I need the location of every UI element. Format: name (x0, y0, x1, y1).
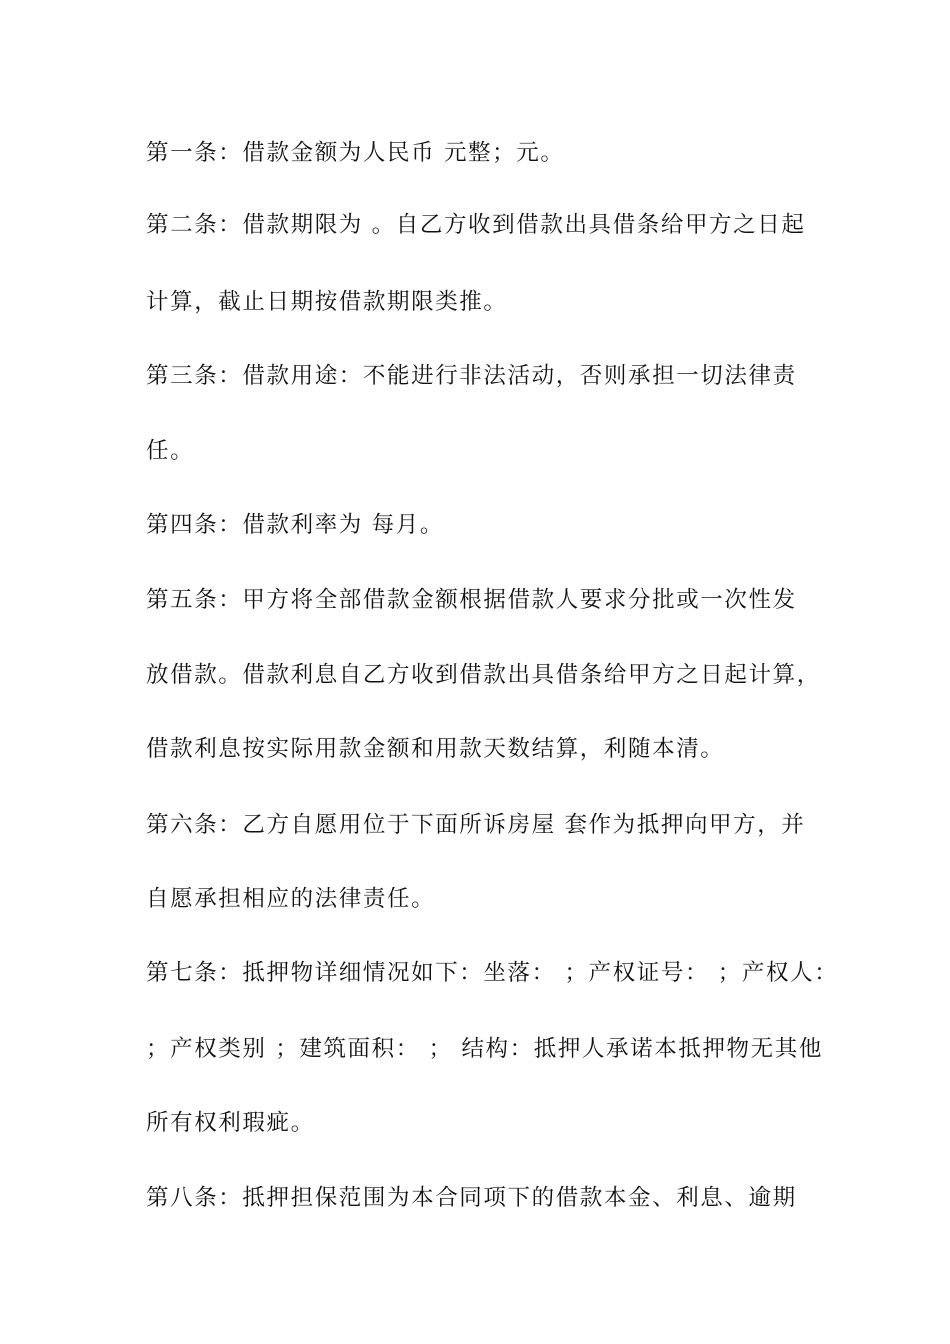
article-6-line-2: 自愿承担相应的法律责任。 (146, 886, 436, 912)
article-8-line-1: 第八条：抵押担保范围为本合同项下的借款本金、利息、逾期 (146, 1185, 797, 1211)
article-3-line-2: 任。 (146, 438, 195, 464)
article-7-line-1: 第七条：抵押物详细情况如下：坐落： ；产权证号： ；产权人： (146, 960, 839, 986)
article-5-line-3: 借款利息按实际用款金额和用款天数结算，利随本清。 (146, 736, 725, 762)
article-3-line-1: 第三条：借款用途：不能进行非法活动，否则承担一切法律责 (146, 363, 797, 389)
article-5-line-1: 第五条：甲方将全部借款金额根据借款人要求分批或一次性发 (146, 587, 797, 613)
article-5-line-2: 放借款。借款利息自乙方收到借款出具借条给甲方之日起计算， (146, 662, 821, 688)
article-4-line-1: 第四条：借款利率为 每月。 (146, 512, 444, 538)
article-6-line-1: 第六条：乙方自愿用位于下面所诉房屋 套作为抵押向甲方，并 (146, 812, 806, 838)
article-2-line-2: 计算，截止日期按借款期限类推。 (146, 289, 508, 315)
article-1-line-1: 第一条：借款金额为人民币 元整；元。 (146, 140, 565, 166)
article-2-line-1: 第二条：借款期限为 。自乙方收到借款出具借条给甲方之日起 (146, 212, 806, 238)
article-7-line-2: ；产权类别 ；建筑面积： ； 结构：抵押人承诺本抵押物无其他 (146, 1036, 823, 1062)
article-7-line-3: 所有权利瑕疵。 (146, 1110, 315, 1136)
